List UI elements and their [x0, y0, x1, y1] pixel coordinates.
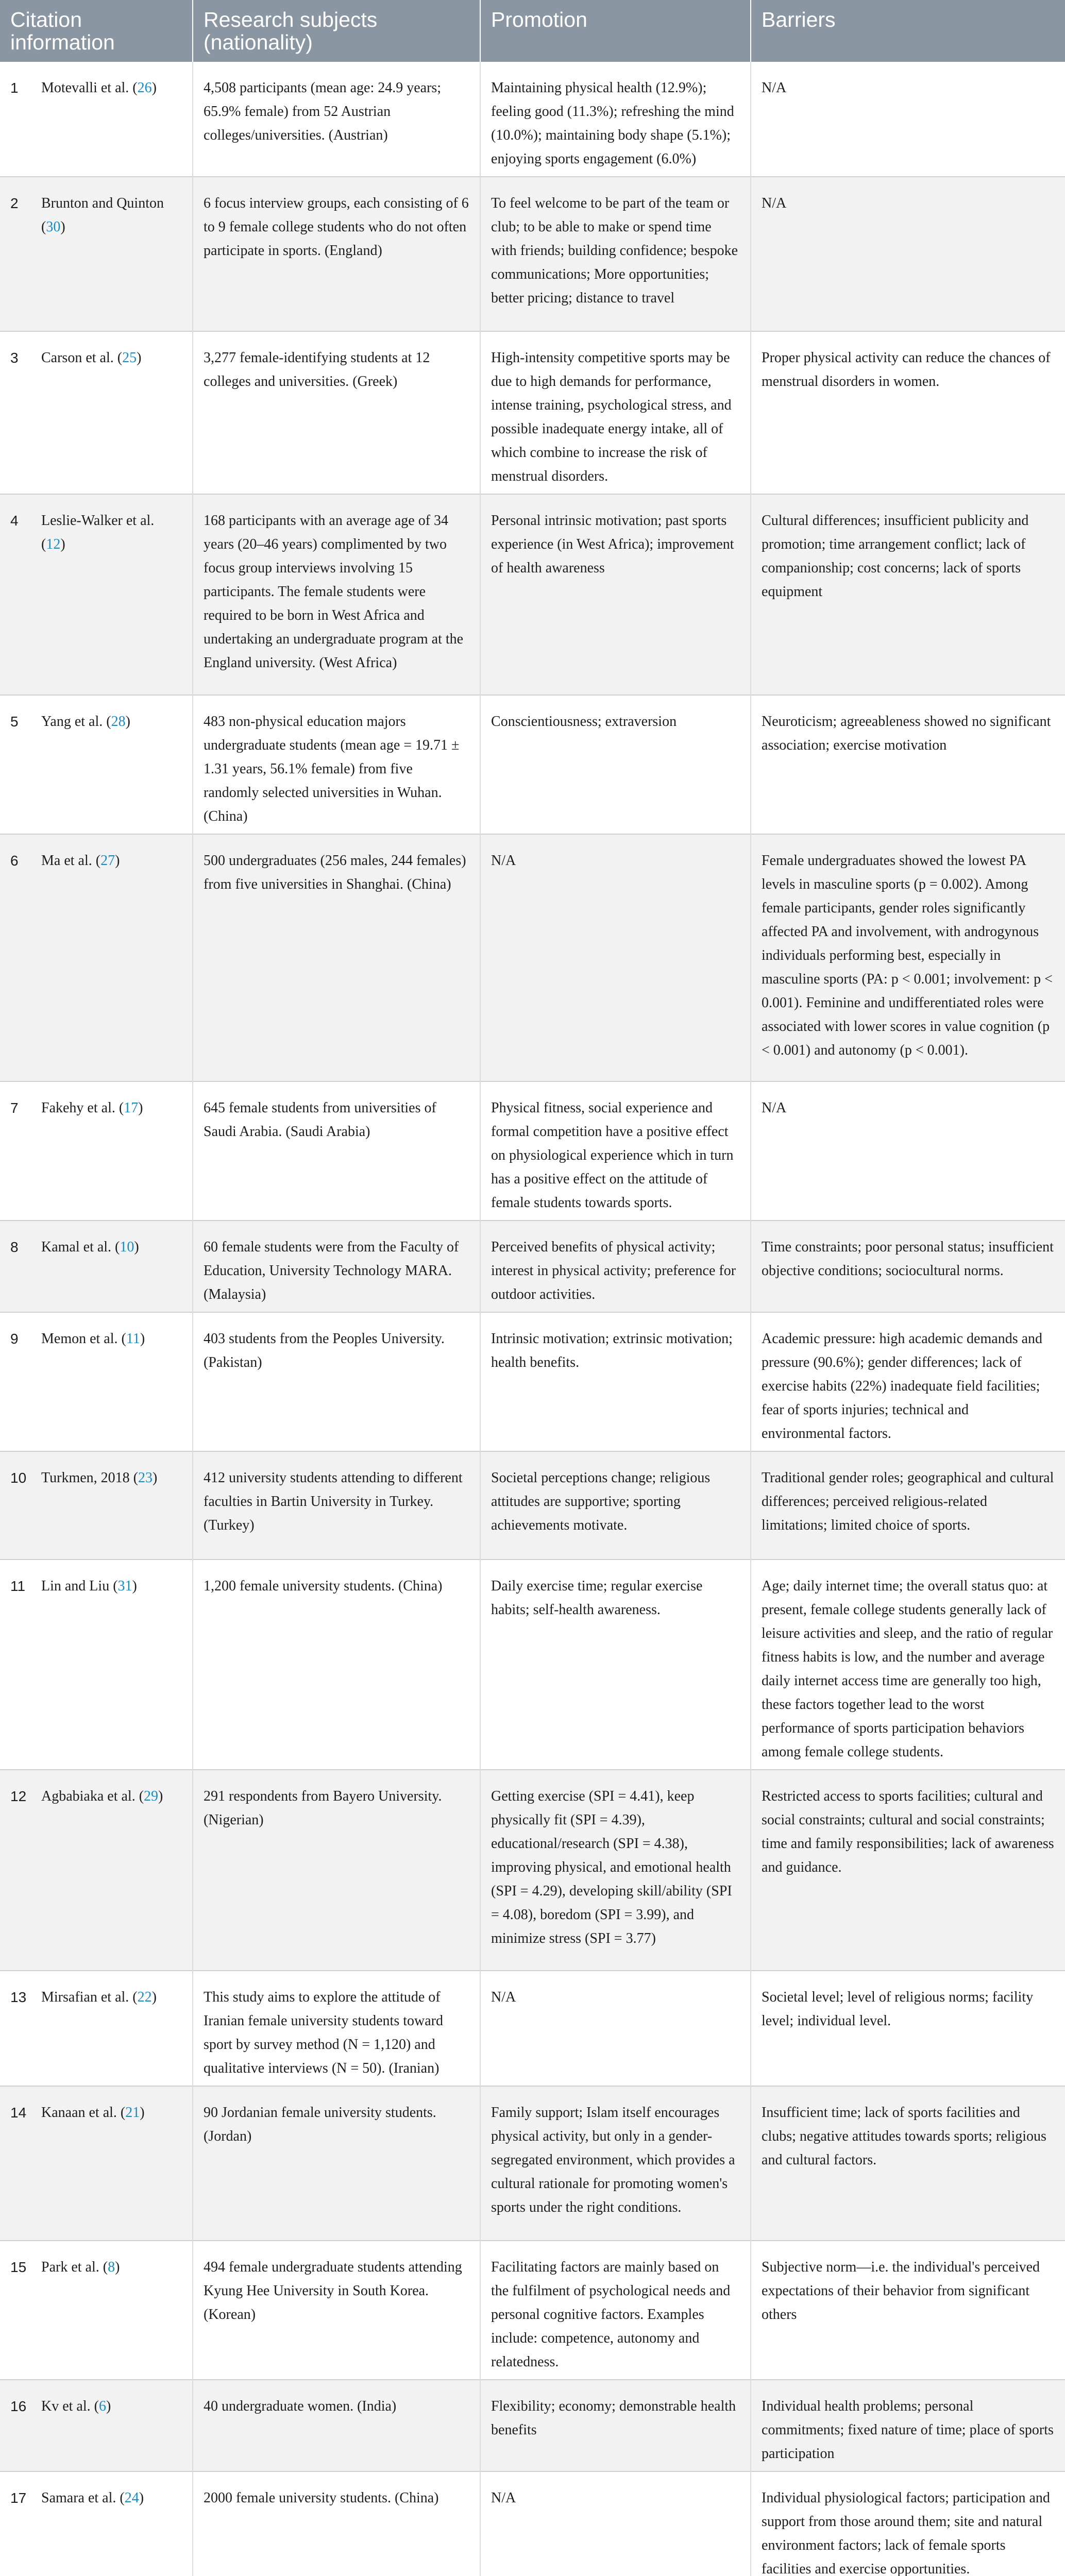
row-number: 13 [10, 1989, 27, 2005]
citation-author: Samara et al. ( [41, 2490, 125, 2506]
table-row [0, 1221, 1065, 1312]
citation-close: ) [151, 1989, 157, 2005]
citation-ref-link[interactable]: 21 [125, 2105, 140, 2121]
citation-cell [3, 331, 193, 494]
citation-text [41, 849, 180, 873]
barriers-cell: Age; daily internet time; the overall status quo: at present, female college students generally lack of leisure activities and sleep, and the ratio of regular fitness habits is low, and the number and average daily internet access time are generally too high, these factors together lead to the worst performance of sports participation behaviors among female college students. [762, 1578, 1053, 1760]
citation-ref-link[interactable]: 11 [126, 1331, 140, 1347]
table-row [0, 2471, 1065, 2576]
citation-ref-link[interactable]: 31 [117, 1578, 132, 1594]
subjects-cell: 412 university students attending to different faculties in Bartin University in Turkey. (Turkey) [193, 1451, 480, 1560]
citation-close: ) [115, 853, 120, 869]
citation-ref-link[interactable]: 10 [120, 1239, 134, 1255]
table-row [0, 494, 1065, 695]
promotion-cell: Conscientiousness; extraversion [480, 695, 751, 834]
table-row [0, 1560, 1065, 1770]
row-number: 15 [10, 2259, 27, 2275]
table-row [0, 2086, 1065, 2241]
promotion-cell: Family support; Islam itself encourages physical activity, but only in a gender-segregated environment, which provides a cultural rationale for promoting women's sports under the right conditions. [480, 2086, 751, 2241]
citation-text [41, 346, 180, 370]
subjects-cell: 168 participants with an average age of 34 years (20–46 years) complimented by two focus group interviews involving 15 participants. The female students were required to be born in West Africa and undertaking an undergraduate program at the England university. (West Africa) [193, 494, 480, 695]
citation-close: ) [140, 2105, 145, 2121]
barriers-cell: Cultural differences; insufficient publicity and promotion; time arrangement conflict; lack of companionship; cost concerns; lack of sports equipment [762, 513, 1029, 600]
barriers-cell: Individual health problems; personal commitments; fixed nature of time; place of sports participation [762, 2398, 1054, 2462]
citation-text [41, 76, 180, 100]
header-subjects: Research subjects (nationality) [193, 0, 480, 62]
citation-close: ) [60, 536, 65, 552]
promotion-cell: Facilitating factors are mainly based on the fulfilment of psychological needs and personal cognitive factors. Examples include: competence, autonomy and relatedness. [480, 2241, 751, 2380]
citation-text [41, 1574, 180, 1598]
citation-close: ) [134, 1239, 139, 1255]
barriers-cell: Societal level; level of religious norms; facility level; individual level. [762, 1989, 1034, 2029]
table-row [0, 331, 1065, 494]
barriers-cell: Female undergraduates showed the lowest PA levels in masculine sports (p = 0.002). Among female participants, gender roles significantly affected PA and involvement, with androgynous individuals performing best, especially in masculine sports (PA: p < 0.001; involvement: p < 0.001). Feminine and undifferentiated roles were associated with lower scores in value cognition (p < 0.001) and autonomy (p < 0.001). [762, 853, 1053, 1058]
table-row [0, 1770, 1065, 1971]
citation-text [41, 1327, 180, 1351]
citation-author: Turkmen, 2018 ( [41, 1470, 138, 1486]
citation-text [41, 1235, 180, 1259]
barriers-cell: Insufficient time; lack of sports facilities and clubs; negative attitudes towards sports; religious and cultural factors. [762, 2105, 1046, 2168]
citation-close: ) [152, 1470, 158, 1486]
header-promotion: Promotion [480, 0, 751, 62]
subjects-cell: This study aims to explore the attitude of Iranian female university students toward sport by survey method (N = 1,120) and qualitative interviews (N = 50). (Iranian) [193, 1971, 480, 2086]
citation-author: Lin and Liu ( [41, 1578, 118, 1594]
citation-cell [3, 1221, 193, 1312]
subjects-cell: 500 undergraduates (256 males, 244 females) from five universities in Shanghai. (China) [193, 834, 480, 1081]
citation-close: ) [115, 2259, 120, 2275]
citation-author: Kanaan et al. ( [41, 2105, 126, 2121]
promotion-cell: Societal perceptions change; religious attitudes are supportive; sporting achievements motivate. [480, 1451, 751, 1560]
citation-ref-link[interactable]: 6 [98, 2398, 106, 2414]
citation-close: ) [140, 1331, 145, 1347]
barriers-cell: Academic pressure: high academic demands and pressure (90.6%); gender differences; lack of exercise habits (22%) inadequate field facilities; fear of sports injuries; technical and environmental factors. [762, 1331, 1043, 1442]
citation-author: Fakehy et al. ( [41, 1100, 124, 1116]
subjects-cell: 40 undergraduate women. (India) [193, 2380, 480, 2471]
promotion-cell: Flexibility; economy; demonstrable health benefits [480, 2380, 751, 2471]
row-number: 4 [10, 513, 19, 529]
promotion-cell: To feel welcome to be part of the team or club; to be able to make or spend time with friends; building confidence; bespoke communications; More opportunities; better pricing; distance to travel [480, 177, 751, 331]
citation-cell [3, 1312, 193, 1451]
citation-close: ) [125, 714, 130, 730]
row-number: 17 [10, 2490, 27, 2506]
table-row [0, 2380, 1065, 2471]
subjects-cell: 403 students from the Peoples University. (Pakistan) [193, 1312, 480, 1451]
promotion-cell: Daily exercise time; regular exercise habits; self-health awareness. [480, 1560, 751, 1770]
citation-author: Agbabiaka et al. ( [41, 1788, 144, 1804]
citation-author: Yang et al. ( [41, 714, 111, 730]
row-number: 11 [10, 1578, 26, 1594]
citation-ref-link[interactable]: 17 [124, 1100, 139, 1116]
citation-author: Kamal et al. ( [41, 1239, 120, 1255]
row-number: 2 [10, 195, 19, 211]
barriers-cell: N/A [762, 195, 787, 211]
subjects-cell: 2000 female university students. (China) [193, 2471, 480, 2576]
table-body [0, 62, 1065, 2576]
row-number: 5 [10, 714, 19, 730]
promotion-cell: N/A [480, 834, 751, 1081]
citation-text [41, 1096, 180, 1120]
table-row [0, 834, 1065, 1081]
citation-ref-link[interactable]: 25 [122, 350, 137, 366]
subjects-cell: 90 Jordanian female university students. (Jordan) [193, 2086, 480, 2241]
row-number: 14 [10, 2105, 27, 2121]
citation-ref-link[interactable]: 12 [46, 536, 61, 552]
barriers-cell: Traditional gender roles; geographical and cultural differences; perceived religious-related limitations; limited choice of sports. [762, 1470, 1054, 1533]
table-row [0, 1971, 1065, 2086]
table-row [0, 2241, 1065, 2380]
barriers-cell: Proper physical activity can reduce the chances of menstrual disorders in women. [762, 350, 1051, 389]
row-number: 6 [10, 853, 19, 869]
citation-text [41, 1466, 180, 1490]
citation-cell [3, 1770, 193, 1971]
table-row [0, 1451, 1065, 1560]
table-header-row [0, 0, 1065, 62]
citation-close: ) [151, 80, 157, 96]
subjects-cell: 291 respondents from Bayero University. (Nigerian) [193, 1770, 480, 1971]
citation-author: Memon et al. ( [41, 1331, 126, 1347]
barriers-cell: Neuroticism; agreeableness showed no significant association; exercise motivation [762, 714, 1051, 753]
citation-text [41, 2101, 180, 2125]
citation-text [41, 710, 180, 734]
citation-cell [3, 494, 193, 695]
header-citation: Citation information [0, 0, 193, 62]
subjects-cell: 6 focus interview groups, each consisting of 6 to 9 female college students who do not often participate in sports. (England) [193, 177, 480, 331]
table-row [0, 1312, 1065, 1451]
promotion-cell: High-intensity competitive sports may be due to high demands for performance, intense training, psychological stress, and possible inadequate energy intake, all of which combine to increase the risk of menstrual disorders. [480, 331, 751, 494]
citation-close: ) [106, 2398, 111, 2414]
citation-text [41, 2256, 180, 2279]
row-number: 7 [10, 1100, 19, 1116]
row-number: 1 [10, 80, 19, 96]
subjects-cell: 645 female students from universities of Saudi Arabia. (Saudi Arabia) [193, 1081, 480, 1221]
citation-close: ) [139, 2490, 144, 2506]
barriers-cell: N/A [762, 80, 787, 96]
citation-ref-link[interactable]: 22 [137, 1989, 152, 2005]
citation-close: ) [138, 1100, 143, 1116]
citation-close: ) [132, 1578, 137, 1594]
citation-close: ) [60, 219, 65, 235]
subjects-cell: 4,508 participants (mean age: 24.9 years; 65.9% female) from 52 Austrian colleges/universities. (Austrian) [193, 62, 480, 177]
citation-text [41, 509, 180, 556]
citation-ref-link[interactable]: 29 [144, 1788, 159, 1804]
citation-cell [3, 695, 193, 834]
citation-ref-link[interactable]: 26 [137, 80, 152, 96]
citation-ref-link[interactable]: 30 [46, 219, 61, 235]
citation-cell [3, 1451, 193, 1560]
citation-text [41, 2486, 180, 2510]
citation-author: Ma et al. ( [41, 853, 101, 869]
citation-ref-link[interactable]: 23 [138, 1470, 153, 1486]
barriers-cell: Restricted access to sports facilities; cultural and social constraints; cultural and social constraints; time and family responsibilities; lack of awareness and guidance. [762, 1788, 1054, 1875]
citation-close: ) [137, 350, 142, 366]
citation-author: Park et al. ( [41, 2259, 108, 2275]
header-barriers: Barriers [751, 0, 1065, 62]
row-number: 3 [10, 350, 19, 366]
citation-author: Leslie-Walker et al. ( [41, 513, 155, 552]
citation-author: Motevalli et al. ( [41, 80, 138, 96]
promotion-cell: N/A [480, 2471, 751, 2576]
promotion-cell: Maintaining physical health (12.9%); feeling good (11.3%); refreshing the mind (10.0%); maintaining body shape (5.1%); enjoying sports engagement (6.0%) [480, 62, 751, 177]
citation-author: Carson et al. ( [41, 350, 123, 366]
barriers-cell: Individual physiological factors; participation and support from those around them; site and natural environment factors; lack of female sports facilities and exercise opportunities. [762, 2490, 1050, 2576]
row-number: 16 [10, 2398, 27, 2414]
citation-cell [3, 834, 193, 1081]
promotion-cell: Physical fitness, social experience and formal competition have a positive effect on physiological experience which in turn has a positive effect on the attitude of female students towards sports. [480, 1081, 751, 1221]
citation-text [41, 1986, 180, 2009]
citation-cell [3, 2380, 193, 2471]
subjects-cell: 494 female undergraduate students attending Kyung Hee University in South Korea. (Korean) [193, 2241, 480, 2380]
citation-cell [3, 2086, 193, 2241]
citation-cell [3, 62, 193, 177]
citation-cell [3, 1081, 193, 1221]
citation-cell [3, 2241, 193, 2380]
citation-cell [3, 2471, 193, 2576]
citation-cell [3, 177, 193, 331]
citation-ref-link[interactable]: 8 [108, 2259, 115, 2275]
row-number: 8 [10, 1239, 19, 1255]
citation-cell [3, 1560, 193, 1770]
barriers-cell: Subjective norm—i.e. the individual's perceived expectations of their behavior from significant others [762, 2259, 1040, 2323]
promotion-cell: Perceived benefits of physical activity; interest in physical activity; preference for outdoor activities. [480, 1221, 751, 1312]
barriers-cell: N/A [762, 1100, 787, 1116]
promotion-cell: Intrinsic motivation; extrinsic motivation; health benefits. [480, 1312, 751, 1451]
table-row [0, 1081, 1065, 1221]
promotion-cell: Getting exercise (SPI = 4.41), keep physically fit (SPI = 4.39), educational/research (SPI = 4.38), improving physical, and emotional health (SPI = 4.29), developing skill/ability (SPI = 4.08), boredom (SPI = 3.99), and minimize stress (SPI = 3.77) [480, 1770, 751, 1971]
promotion-cell: N/A [480, 1971, 751, 2086]
subjects-cell: 3,277 female-identifying students at 12 colleges and universities. (Greek) [193, 331, 480, 494]
row-number: 12 [10, 1788, 27, 1804]
table-row [0, 695, 1065, 834]
citation-cell [3, 1971, 193, 2086]
row-number: 9 [10, 1331, 19, 1347]
citation-ref-link[interactable]: 27 [100, 853, 115, 869]
subjects-cell: 483 non-physical education majors undergraduate students (mean age = 19.71 ± 1.31 years, 56.1% female) from five randomly selected universities in Wuhan.(China) [193, 695, 480, 834]
citation-ref-link[interactable]: 28 [111, 714, 126, 730]
subjects-cell: 60 female students were from the Faculty of Education, University Technology MARA. (Malaysia) [193, 1221, 480, 1312]
promotion-cell: Personal intrinsic motivation; past sports experience (in West Africa); improvement of health awareness [480, 494, 751, 695]
subjects-cell: 1,200 female university students. (China) [193, 1560, 480, 1770]
citation-author: Kv et al. ( [41, 2398, 99, 2414]
citation-text [41, 1785, 180, 1808]
barriers-cell: Time constraints; poor personal status; insufficient objective conditions; sociocultural norms. [762, 1239, 1054, 1279]
row-number: 10 [10, 1470, 27, 1486]
table-row [0, 177, 1065, 331]
citation-text [41, 192, 180, 239]
table-row [0, 62, 1065, 177]
citation-close: ) [158, 1788, 163, 1804]
citation-author: Brunton and Quinton ( [41, 195, 164, 235]
citation-text [41, 2395, 180, 2418]
citation-ref-link[interactable]: 24 [124, 2490, 139, 2506]
citation-author: Mirsafian et al. ( [41, 1989, 138, 2005]
